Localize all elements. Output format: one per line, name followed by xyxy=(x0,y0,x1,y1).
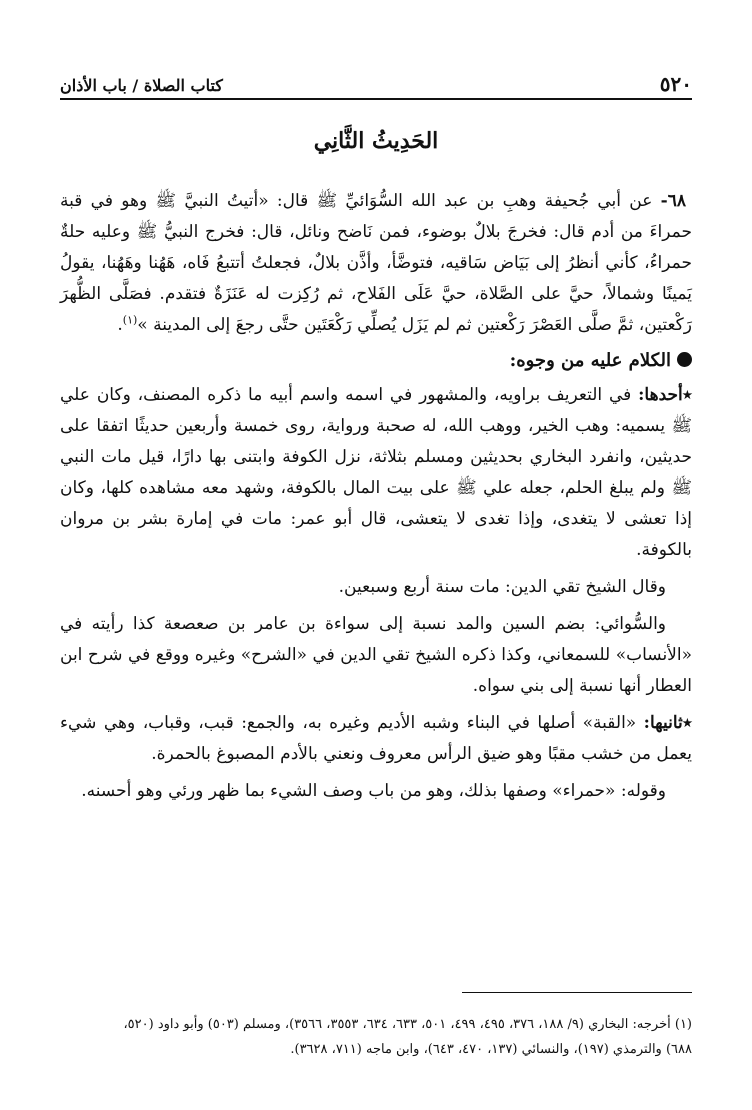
point-4-lead: ٭ثانيها: xyxy=(643,713,692,733)
point-1-text: في التعريف براويه، والمشهور في اسمه واسم أبيه ما ذكره المصنف، وكان علي ﷺ يسميه: وهب الخير، ووهب الله، له صحبة ورواية، روى خمسة وأربعين حديثًا اتفقا على حديثين، وانفرد البخاري بحديثين ومسلم بثلاثة، نزل الكوفة وابتنى بها دارًا، قيل مات النبي ﷺ ولم يبلغ الحلم، جعله علي ﷺ على بيت المال بالكوفة، وشهد معه مشاهده كلها، وكان إذا تعشى لا يتغدى، وإذا تغدى لا يتعشى، قال أبو عمر: مات في إمارة بشر بن مروان بالكوفة. xyxy=(60,385,692,560)
section-title-text: الكلام عليه من وجوه: xyxy=(509,350,671,371)
point-1-paragraph xyxy=(60,380,692,566)
running-title: كتاب الصلاة / باب الأذان xyxy=(60,76,223,95)
point-5-paragraph: وقوله: «حمراء» وصفها بذلك، وهو من باب وصف الشيء بما ظهر ورئي وهو أحسنه. xyxy=(81,781,666,801)
hadith-paragraph: ٦٨- عن أبي جُحيفة وهبِ بن عبد الله السُّوَائيِّ ﷺ قال: «أتيتُ النبيَّ ﷺ وهو في قبة حمراءَ من أدم قال: فخرجَ بلالٌ بوضوء، فمن نَاضح ونائل، قال: فخرج النبيُّ ﷺ وعليه حلةٌ حمراءُ، كأني أنظرُ إلى بَيَاض سَاقيه، فتوضَّأ، وأذَّن بلالٌ، فجعلتُ أتتبعُ فَاه، هَهُنا وهَهُنا، يقولُ يَمينًا وشمالاً، حيَّ على الصَّلاة، حيَّ عَلَى الفَلاح، ثم رُكِزت له عَنَزَةٌ فتقدم. فصَلَّى الظُّهرَ رَكْعتين، ثمَّ صلَّى العَصْرَ رَكْعتين ثم لم يَزَل يُصلِّي رَكْعَتَين حتَّى رجعَ إلى المدينة »$^{(١)}$. xyxy=(60,191,692,335)
hadith-heading: الحَدِيثُ الثَّانِي xyxy=(313,128,439,154)
point-4-text: «القبة» أصلها في البناء وشبه الأديم وغيره به، والجمع: قبب، وقباب، وهي شيء يعمل من خشب مقبًا وهو ضيق الرأس معروف ونعني بالأدم المصبوغ بالحمرة. xyxy=(60,713,692,764)
main-text xyxy=(60,186,692,807)
footnote-reference[interactable]: (١) xyxy=(122,313,138,327)
bullet-icon xyxy=(677,352,692,367)
page-number: ٥٢٠ xyxy=(659,72,692,96)
section-title xyxy=(60,345,692,376)
page-header xyxy=(60,58,692,100)
footnotes xyxy=(60,1012,692,1062)
hadith-number: ٦٨- xyxy=(660,191,686,211)
hadith-text: عن أبي جُحيفة وهبِ بن عبد الله السُّوَائيِّ ﷺ قال: «أتيتُ النبيَّ ﷺ وهو في قبة حمراءَ من أدم قال: فخرجَ بلالٌ بوضوء، فمن نَاضح ونائل، قال: فخرج النبيُّ ﷺ وعليه حلةٌ حمراءُ، كأني أنظرُ إلى بَيَاض سَاقيه، فتوضَّأ، وأذَّن بلالٌ، فجعلتُ أتتبعُ فَاه، هَهُنا وهَهُنا، يقولُ يَمينًا وشمالاً، حيَّ على الصَّلاة، حيَّ عَلَى الفَلاح، ثم رُكِزت له عَنَزَةٌ فتقدم. فصَلَّى الظُّهرَ رَكْعتين، ثمَّ صلَّى العَصْرَ رَكْعتين ثم لم يَزَل يُصلِّي رَكْعَتَين حتَّى رجعَ إلى المدينة » xyxy=(60,191,692,335)
footnote-line-2: ٦٨٨) والترمذي (١٩٧)، والنسائي (١٣٧، ٤٧٠، ٦٤٣)، وابن ماجه (٧١١، ٣٦٢٨). xyxy=(290,1042,692,1057)
point-4-paragraph xyxy=(60,708,692,770)
point-3-paragraph: والسُّوائي: بضم السين والمد نسبة إلى سواءة بن عامر بن صعصعة كذا رأيته في «الأنساب» للسمعاني، وكذا ذكره الشيخ تقي الدين في «الشرح» وغيره ووقع في شرح ابن العطار أنها نسبة إلى بني سواه. xyxy=(60,614,692,696)
footnote-line-1: (١) أخرجه: البخاري (٩/ ١٨٨، ٣٧٦، ٤٩٥، ٤٩٩، ٥٠١، ٦٣٣، ٦٣٤، ٣٥٥٣، ٣٥٦٦)، ومسلم (٥٠٣) وأبو داود (٥٢٠، xyxy=(123,1017,692,1032)
point-2-paragraph: وقال الشيخ تقي الدين: مات سنة أربع وسبعين. xyxy=(338,577,666,597)
footnote-divider xyxy=(462,992,692,993)
point-1-lead: ٭أحدها: xyxy=(638,385,692,405)
